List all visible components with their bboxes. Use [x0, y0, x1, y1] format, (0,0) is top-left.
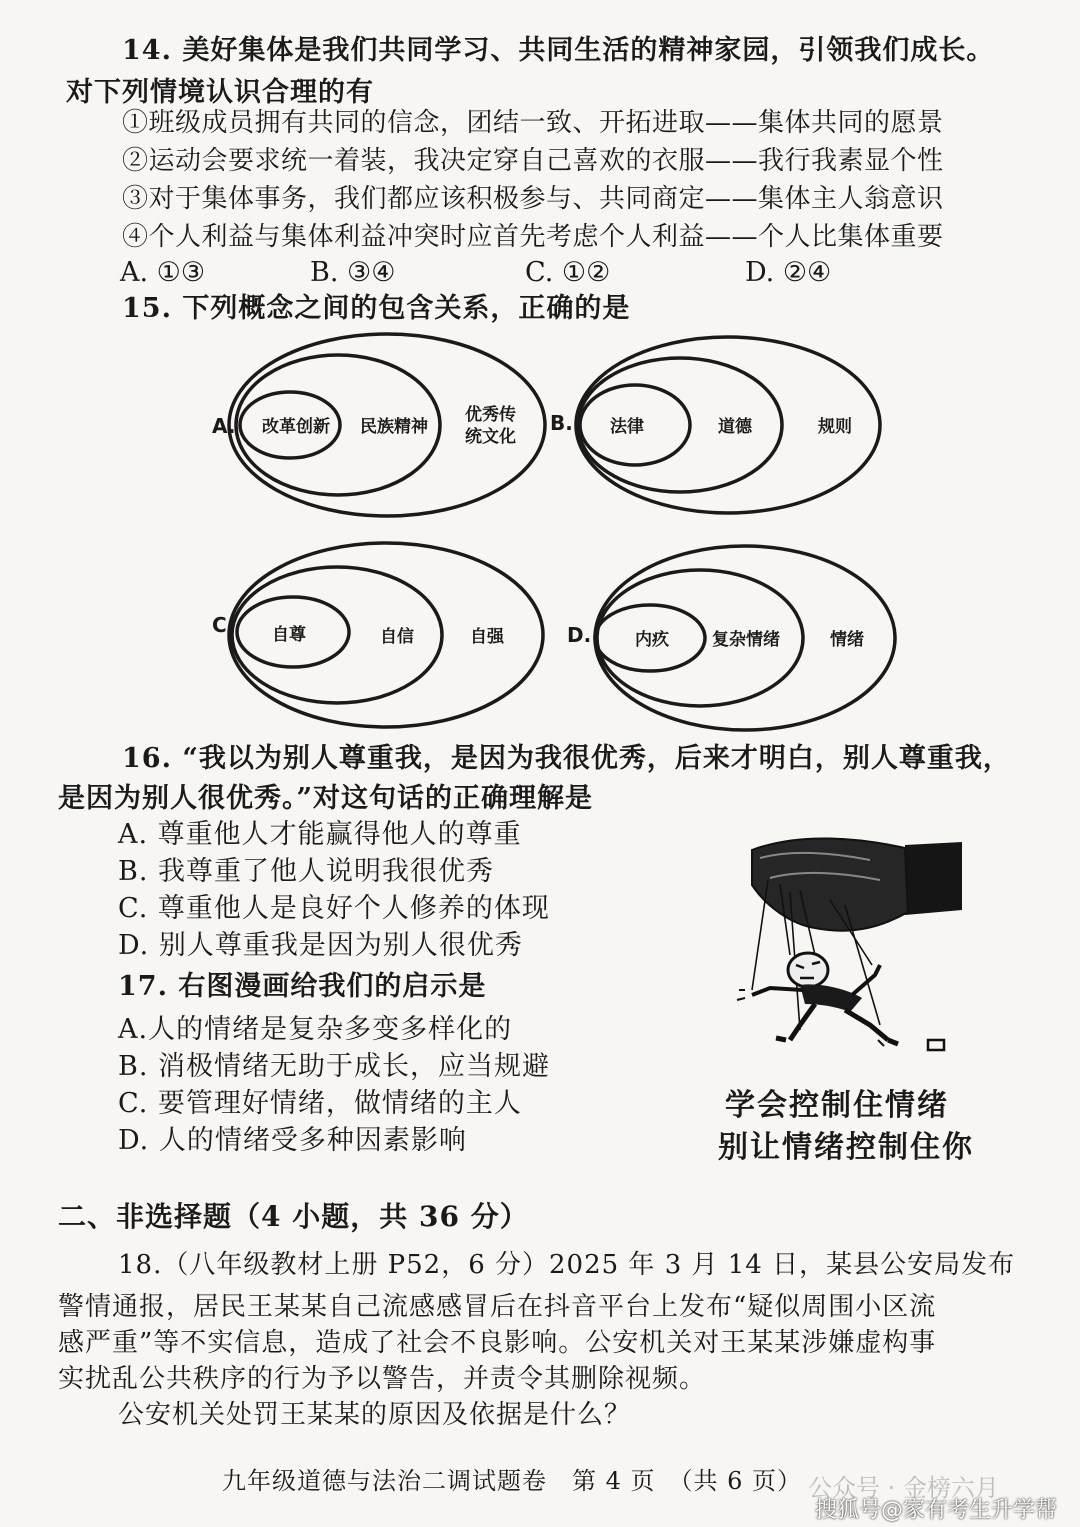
diagram-a-outer-label-1: 优秀传 [465, 405, 516, 425]
q17-option-b: B. 消极情绪无助于成长，应当规避 [118, 1051, 551, 1082]
q14-option-a: A. ①③ [120, 257, 206, 288]
q14-item-3: ③对于集体事务，我们都应该积极参与、共同商定——集体主人翁意识 [122, 184, 944, 214]
q18-line-4: 实扰乱公共秩序的行为予以警告，并责令其删除视频。 [58, 1364, 707, 1394]
q18-line-2: 警情通报，居民王某某自己流感感冒后在抖音平台上发布“疑似周围小区流 [58, 1292, 937, 1322]
diagram-c-outer-label: 自强 [470, 627, 504, 647]
diagram-a-inner-label: 改革创新 [262, 417, 330, 437]
watermark-wechat: 公众号 · 金榜六月 [808, 1474, 999, 1502]
q18-line-1: 18.（八年级教材上册 P52，6 分）2025 年 3 月 14 日，某县公安局发布 [118, 1250, 1016, 1280]
cartoon-caption-line2: 别让情绪控制住你 [718, 1130, 974, 1165]
q14-option-b: B. ③④ [310, 257, 396, 288]
q18-question: 公安机关处罚王某某的原因及依据是什么？ [118, 1400, 632, 1430]
q16-option-c: C. 尊重他人是良好个人修养的体现 [118, 893, 550, 924]
q17-option-d: D. 人的情绪受多种因素影响 [118, 1125, 467, 1156]
q16-option-b: B. 我尊重了他人说明我很优秀 [118, 856, 495, 887]
diagram-d-inner-label: 内疚 [635, 630, 669, 650]
diagram-d-outer-label: 情绪 [830, 630, 864, 650]
section-2-heading: 二、非选择题（4 小题，共 36 分） [58, 1200, 529, 1233]
q14-item-1: ①班级成员拥有共同的信念，团结一致、开拓进取——集体共同的愿景 [122, 108, 944, 138]
diagram-a-letter: A. [212, 414, 236, 438]
diagram-b-letter: B. [550, 411, 573, 435]
q17-stem: 17. 右图漫画给我们的启示是 [118, 971, 487, 1002]
q17-option-a: A.人的情绪是复杂多变多样化的 [118, 1014, 513, 1045]
q18-line-3: 感严重”等不实信息，造成了社会不良影响。公安机关对王某某涉嫌虚构事 [58, 1328, 937, 1358]
watermark-sohu: 搜狐号@家有考生升学帮 [815, 1498, 1058, 1523]
q16-stem-line1: 16. “我以为别人尊重我，是因为我很优秀，后来才明白，别人尊重我， [122, 743, 1011, 774]
q15-stem: 15. 下列概念之间的包含关系，正确的是 [122, 293, 631, 324]
q14-item-4: ④个人利益与集体利益冲突时应首先考虑个人利益——个人比集体重要 [122, 222, 944, 252]
diagram-c-inner-label: 自尊 [272, 625, 306, 645]
diagram-d-letter: D. [567, 623, 592, 647]
q14-option-c: C. ①② [525, 257, 611, 288]
diagram-b-middle-label: 道德 [718, 417, 752, 437]
page-footer: 九年级道德与法治二调试题卷 第 4 页 （共 6 页） [222, 1467, 803, 1495]
q14-option-d: D. ②④ [745, 257, 832, 288]
diagram-a-outer-label-2: 统文化 [465, 427, 516, 447]
diagram-c-letter: C. [212, 613, 235, 637]
q16-option-d: D. 别人尊重我是因为别人很优秀 [118, 930, 523, 961]
puppet-cartoon-illustration [737, 838, 962, 1050]
q16-stem-line2: 是因为别人很优秀。”对这句话的正确理解是 [58, 783, 594, 814]
q16-option-a: A. 尊重他人才能赢得他人的尊重 [118, 819, 522, 850]
q17-option-c: C. 要管理好情绪，做情绪的主人 [118, 1088, 522, 1119]
q14-item-2: ②运动会要求统一着装，我决定穿自己喜欢的衣服——我行我素显个性 [122, 146, 944, 176]
diagram-d-middle-label: 复杂情绪 [712, 630, 780, 650]
cartoon-caption-line1: 学会控制住情绪 [725, 1088, 949, 1123]
q14-stem-line1: 14. 美好集体是我们共同学习、共同生活的精神家园，引领我们成长。 [122, 35, 995, 66]
diagram-b-outer-label: 规则 [818, 417, 852, 437]
diagram-a-middle-label: 民族精神 [360, 417, 428, 437]
q14-stem-line2: 对下列情境认识合理的有 [66, 77, 374, 108]
diagram-b-inner-label: 法律 [610, 417, 644, 437]
diagram-c-middle-label: 自信 [380, 627, 414, 647]
